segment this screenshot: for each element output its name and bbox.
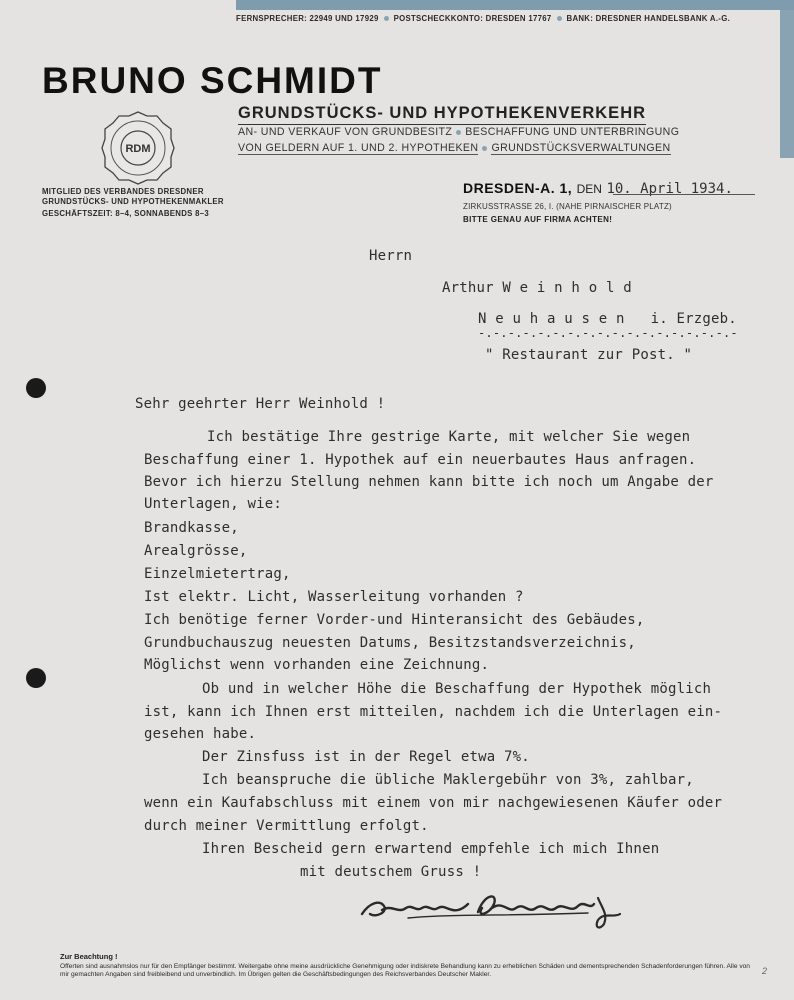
body-line: Beschaffung einer 1. Hypothek auf ein neuerbautes Haus anfragen. (144, 452, 697, 468)
separator-dot-icon (456, 130, 461, 135)
service-text: VON GELDERN AUF 1. UND 2. HYPOTHEKEN (238, 142, 479, 154)
letter-date: 10. April 1934. (606, 181, 733, 197)
body-line: Grundbuchauszug neuesten Datums, Besitzstandsverzeichnis, (144, 635, 636, 651)
letterhead-top-bar (236, 0, 794, 10)
body-line: Arealgrösse, (144, 543, 248, 559)
bank-text: BANK: DRESDNER HANDELSBANK A.-G. (566, 14, 731, 23)
services-line-2 (238, 142, 671, 154)
recipient-salutation: Herrn (369, 248, 413, 264)
letter-greeting: Sehr geehrter Herr Weinhold ! (135, 396, 386, 412)
body-line: Ich bestätige Ihre gestrige Karte, mit welcher Sie wegen (207, 429, 691, 445)
city-label: DRESDEN-A. 1, (463, 180, 573, 196)
footer-heading: Zur Beachtung ! (60, 952, 118, 961)
membership-block (42, 187, 224, 219)
service-text: BESCHAFFUNG UND UNTERBRINGUNG (465, 126, 680, 138)
recipient-place: N e u h a u s e n i. Erzgeb. (478, 311, 737, 327)
seal-label: RDM (125, 143, 151, 155)
body-line: Brandkasse, (144, 520, 239, 536)
postal-account-text: POSTSCHECKKONTO: DRESDEN 17767 (393, 14, 552, 23)
business-title: GRUNDSTÜCKS- UND HYPOTHEKENVERKEHR (238, 104, 646, 125)
recipient-name: Arthur W e i n h o l d (442, 280, 632, 296)
body-line: Einzelmietertrag, (144, 566, 291, 582)
body-line: Unterlagen, wie: (144, 496, 283, 512)
punch-hole (26, 378, 46, 398)
footer-note: Offerten sind ausnahmslos nur für den Empfänger bestimmt. Weitergabe ohne meine ausdrückliche Genehmigung oder indiskrete Behandlung kann zu erheblichen Schäden und dementsprechenden Schadenforderungen führen. Alle von mir gemachten Angaben sind freibleibend und unverbindlich. Im Übrigen gelten die Geschäftsbedingungen des Reichsverbandes Deutscher Makler. (60, 963, 750, 978)
body-line: Bevor ich hierzu Stellung nehmen kann bitte ich noch um Angabe der (144, 474, 714, 490)
service-text: GRUNDSTÜCKSVERWALTUNGEN (491, 142, 671, 154)
punch-hole (26, 668, 46, 688)
date-underline (613, 194, 755, 195)
handwritten-signature (358, 884, 628, 934)
membership-line: GRUNDSTÜCKS- UND HYPOTHEKENMAKLER (42, 196, 224, 206)
separator-dot-icon (384, 16, 389, 21)
body-line: wenn ein Kaufabschluss mit einem von mir nachgewiesenen Käufer oder (144, 795, 723, 811)
body-line: Möglichst wenn vorhanden eine Zeichnung. (144, 657, 490, 673)
date-line (463, 180, 733, 198)
body-line: Der Zinsfuss ist in der Regel etwa 7%. (202, 749, 530, 765)
body-line: gesehen habe. (144, 726, 257, 742)
body-line: ist, kann ich Ihnen erst mitteilen, nachdem ich die Unterlagen ein- (144, 704, 723, 720)
separator-dot-icon (557, 16, 562, 21)
closing-line: mit deutschem Gruss ! (300, 864, 482, 880)
den-label: DEN (576, 182, 602, 196)
letterhead-side-bar (780, 10, 794, 158)
attention-note: BITTE GENAU AUF FIRMA ACHTEN! (463, 215, 613, 224)
body-line: Ist elektr. Licht, Wasserleitung vorhanden ? (144, 589, 524, 605)
membership-line: MITGLIED DES VERBANDES DRESDNER (42, 187, 204, 196)
contact-line (236, 14, 730, 23)
business-hours: GESCHÄFTSZEIT: 8–4, SONNABENDS 8–3 (42, 209, 210, 218)
body-line: Ob und in welcher Höhe die Beschaffung der Hypothek möglich (202, 681, 712, 697)
sender-address: ZIRKUSSTRASSE 26, I. (NAHE PIRNAISCHER PLATZ) (463, 202, 672, 211)
recipient-place-underline: -.-.-.-.-.-.-.-.-.-.-.-.-.-.-.-.-.- (478, 326, 738, 340)
recipient-business: " Restaurant zur Post. " (485, 347, 693, 363)
body-line: Ich beanspruche die übliche Maklergebühr von 3%, zahlbar, (202, 772, 694, 788)
corner-mark: 2 (762, 966, 768, 976)
body-line: Ihren Bescheid gern erwartend empfehle ich mich Ihnen (202, 841, 660, 857)
body-line: durch meiner Vermittlung erfolgt. (144, 818, 429, 834)
services-line-1 (238, 126, 679, 138)
phone-text: FERNSPRECHER: 22949 UND 17929 (236, 14, 379, 23)
separator-dot-icon (482, 146, 487, 151)
body-line: Ich benötige ferner Vorder-und Hinteransicht des Gebäudes, (144, 612, 645, 628)
service-text: AN- UND VERKAUF VON GRUNDBESITZ (238, 126, 453, 138)
rdm-seal-icon (100, 110, 176, 186)
company-name: BRUNO SCHMIDT (42, 60, 383, 101)
